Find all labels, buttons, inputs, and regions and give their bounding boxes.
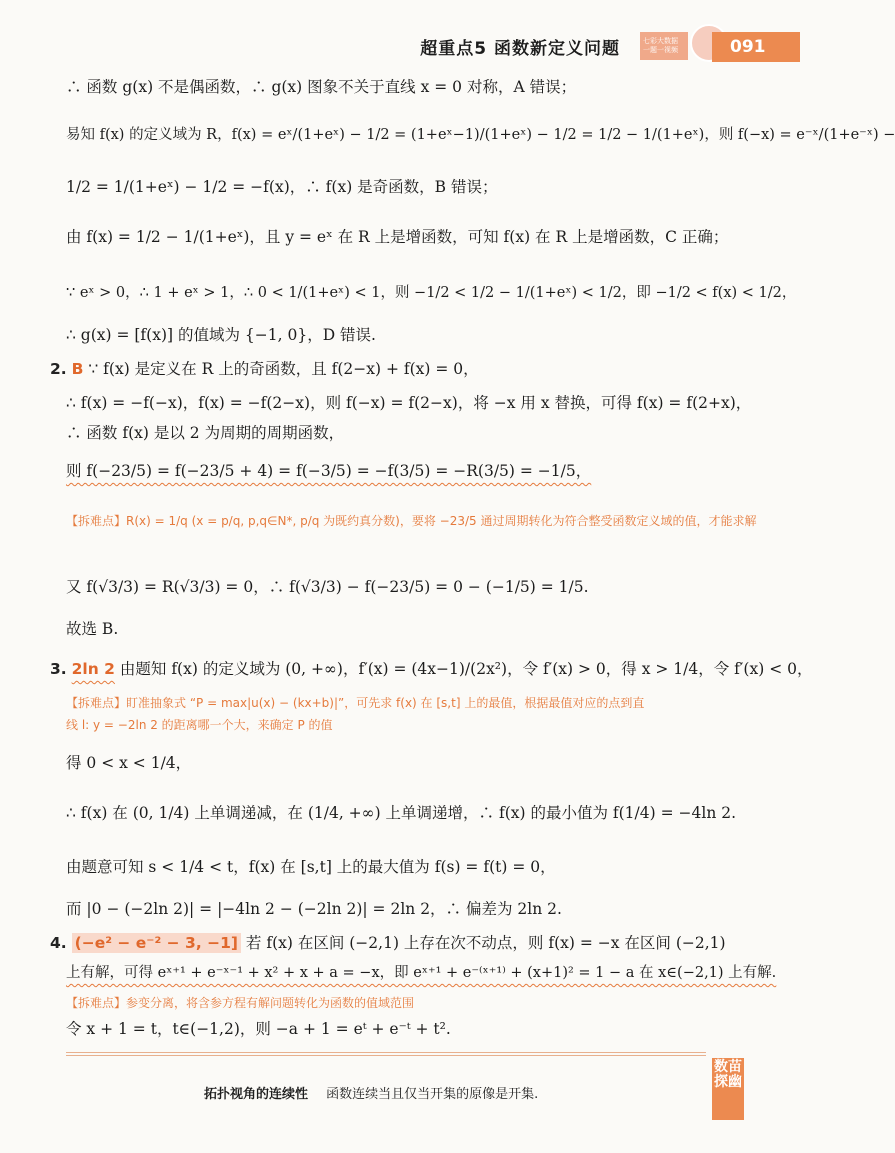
text-line: 得 0 < x < 1/4， — [66, 754, 192, 772]
text-line: 由 f(x) = 1/2 − 1/(1+eˣ)，且 y = eˣ 在 R 上是增函数，可知 f(x) 在 R 上是增函数，C 正确； — [66, 228, 729, 246]
text-line: ∴ f(x) = −f(−x)，f(x) = −f(2−x)，则 f(−x) = f(2−x)，将 −x 用 x 替换，可得 f(x) = f(2+x)， — [66, 394, 752, 412]
question-3 — [50, 658, 812, 680]
text-line: 则 f(−23/5) = f(−23/5 + 4) = f(−3/5) = −f(3/5) = −R(3/5) = −1/5， — [66, 462, 592, 480]
text-line: 1/2 = 1/(1+eˣ) − 1/2 = −f(x)，∴ f(x) 是奇函数，B 错误； — [66, 178, 498, 196]
footer-title: 拓扑视角的连续性 — [204, 1087, 309, 1102]
difficulty-note: 【拆难点】参变分离，将含参方程有解问题转化为函数的值域范围 — [66, 996, 415, 1010]
page-header — [0, 30, 800, 64]
text-line: ∴ g(x) = [f(x)] 的值域为 {−1, 0}，D 错误. — [66, 326, 376, 344]
question-4 — [50, 932, 726, 954]
side-tab: 数苗探幽 — [712, 1058, 744, 1120]
text-line: 上有解，可得 eˣ⁺¹ + e⁻ˣ⁻¹ + x² + x + a = −x，即 eˣ⁺¹ + e⁻⁽ˣ⁺¹⁾ + (x+1)² = 1 − a 在 x∈(−2,1) 上有解. — [66, 965, 777, 981]
difficulty-note: 线 l: y = −2ln 2 的距离哪一个大，来确定 P 的值 — [66, 718, 333, 732]
header-tag: 七彩大数据 一题一视频 — [640, 32, 688, 60]
question-number: 2. — [50, 360, 67, 378]
footer-text: 函数连续当且仅当开集的原像是开集. — [326, 1087, 539, 1102]
footer — [204, 1083, 538, 1102]
text-line: 故选 B. — [66, 620, 119, 638]
footer-divider — [66, 1055, 706, 1056]
text-line: 由题知 f(x) 的定义域为 (0, +∞)，f′(x) = (4x−1)/(2x²)，令 f′(x) > 0，得 x > 1/4，令 f′(x) < 0， — [119, 660, 813, 678]
text-line: ∵ eˣ > 0，∴ 1 + eˣ > 1，∴ 0 < 1/(1+eˣ) < 1，则 −1/2 < 1/2 − 1/(1+eˣ) < 1/2，即 −1/2 < f(x) < 1/2， — [66, 285, 797, 301]
text-line: ∴ f(x) 在 (0, 1/4) 上单调递减，在 (1/4, +∞) 上单调递增，∴ f(x) 的最小值为 f(1/4) = −4ln 2. — [66, 804, 737, 822]
text-line: 由题意可知 s < 1/4 < t，f(x) 在 [s,t] 上的最大值为 f(s) = f(t) = 0， — [66, 858, 556, 876]
text-line: 若 f(x) 在区间 (−2,1) 上存在次不动点，则 f(x) = −x 在区间 (−2,1) — [245, 934, 726, 952]
question-number: 4. — [50, 934, 67, 952]
difficulty-note: 【拆难点】盯准抽象式 “P = max|u(x) − (kx+b)|”，可先求 f(x) 在 [s,t] 上的最值，根据最值对应的点到直 — [66, 696, 645, 710]
answer-label: 2ln 2 — [71, 660, 115, 678]
text-line: 而 |0 − (−2ln 2)| = |−4ln 2 − (−2ln 2)| = 2ln 2，∴ 偏差为 2ln 2. — [66, 900, 562, 918]
question-2 — [50, 358, 479, 380]
difficulty-note: 【拆难点】R(x) = 1/q (x = p/q, p,q∈N*, p/q 为既约真分数)，要将 −23/5 通过周期转化为符合整受函数定义域的值，才能求解 — [66, 514, 757, 528]
answer-label: B — [71, 360, 84, 378]
page-number: 091 — [712, 32, 800, 62]
footer-divider — [66, 1052, 706, 1053]
text-line: 令 x + 1 = t，t∈(−1,2)，则 −a + 1 = eᵗ + e⁻ᵗ + t². — [66, 1020, 451, 1038]
question-number: 3. — [50, 660, 67, 678]
text-line: ∴ 函数 f(x) 是以 2 为周期的周期函数， — [66, 424, 345, 442]
header-title: 超重点5 函数新定义问题 — [420, 39, 620, 59]
text-line: ∵ f(x) 是定义在 R 上的奇函数，且 f(2−x) + f(x) = 0， — [88, 360, 479, 378]
text-line: 易知 f(x) 的定义域为 R，f(x) = eˣ/(1+eˣ) − 1/2 = (1+eˣ−1)/(1+eˣ) − 1/2 = 1/2 − 1/(1+eˣ)，则 f(−x) = e⁻ˣ/(1+e⁻ˣ) − — [66, 127, 895, 143]
text-line: ∴ 函数 g(x) 不是偶函数，∴ g(x) 图象不关于直线 x = 0 对称，A 错误； — [66, 78, 577, 96]
text-line: 又 f(√3/3) = R(√3/3) = 0，∴ f(√3/3) − f(−23/5) = 0 − (−1/5) = 1/5. — [66, 578, 589, 596]
answer-label: (−e² − e⁻² − 3, −1] — [72, 933, 241, 953]
